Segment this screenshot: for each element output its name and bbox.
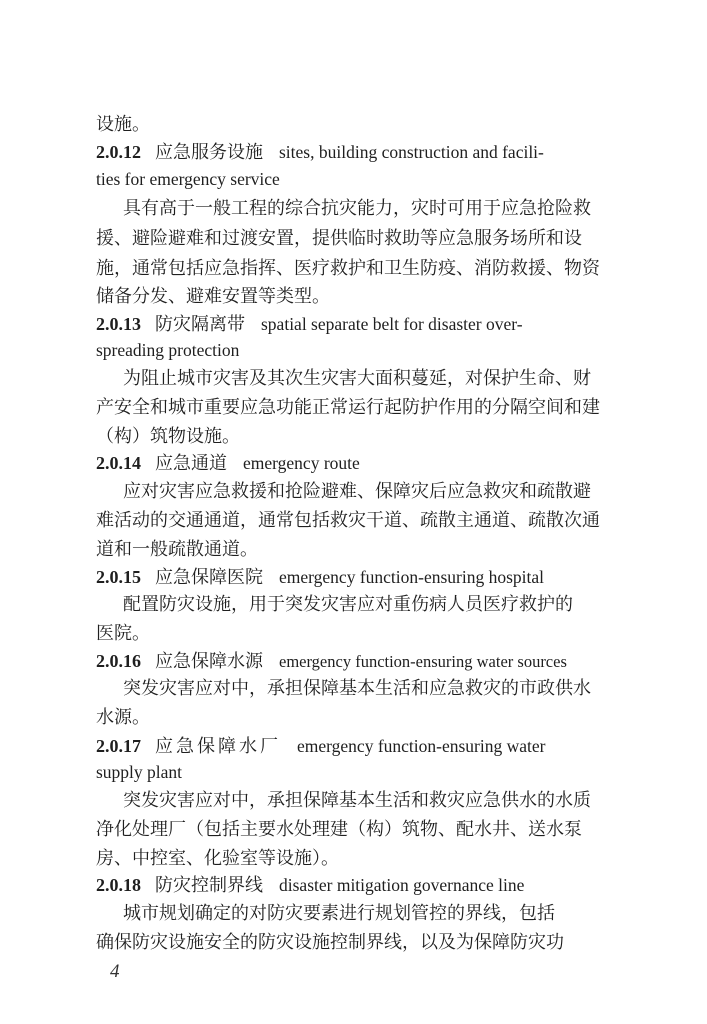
clause-2-0-12-heading: [96, 139, 616, 165]
clause-term-zh: 应急保障水厂: [155, 736, 281, 757]
clause-number: 2.0.15: [96, 567, 141, 587]
clause-number: 2.0.12: [96, 142, 141, 162]
clause-number: 2.0.14: [96, 453, 141, 473]
text-line: 施，通常包括应急指挥、医疗救护和卫生防疫、消防救援、物资: [96, 258, 600, 279]
text-line: 突发灾害应对中，承担保障基本生活和救灾应急供水的水质: [123, 790, 591, 811]
text-line: 产安全和城市重要应急功能正常运行起防护作用的分隔空间和建: [96, 397, 600, 418]
clause-term-zh: 防灾控制界线: [155, 875, 263, 896]
text-line: 净化处理厂（包括主要水处理建（构）筑物、配水井、送水泵: [96, 819, 582, 840]
clause-number: 2.0.17: [96, 736, 141, 756]
clause-term-en: spatial separate belt for disaster over-: [261, 314, 523, 334]
text-line: 难活动的交通通道，通常包括救灾干道、疏散主通道、疏散次通: [96, 510, 600, 531]
clause-2-0-13-heading: [96, 311, 616, 337]
text-line: ties for emergency service: [96, 169, 280, 189]
text-line: 设施。: [96, 114, 150, 135]
clause-term-en: emergency function-ensuring water sources: [279, 652, 567, 671]
text-line: （构）筑物设施。: [96, 426, 240, 447]
text-line: 援、避险避难和过渡安置，提供临时救助等应急服务场所和设: [96, 228, 582, 249]
text-line: 为阻止城市灾害及其次生灾害大面积蔓延，对保护生命、财: [123, 368, 591, 389]
clause-term-zh: 应急保障水源: [155, 651, 263, 672]
text-line: 突发灾害应对中，承担保障基本生活和应急救灾的市政供水: [123, 678, 591, 699]
clause-number: 2.0.18: [96, 875, 141, 895]
text-line: spreading protection: [96, 340, 240, 360]
text-line: 储备分发、避难安置等类型。: [96, 286, 330, 307]
clause-2-0-18-heading: [96, 872, 616, 898]
page-number: 4: [110, 961, 120, 982]
clause-number: 2.0.16: [96, 651, 141, 671]
text-line: 具有高于一般工程的综合抗灾能力，灾时可用于应急抢险救: [123, 198, 591, 219]
text-line: 医院。: [96, 623, 150, 644]
text-line: 房、中控室、化验室等设施）。: [96, 848, 339, 869]
text-line: 城市规划确定的对防灾要素进行规划管控的界线，包括: [123, 903, 555, 924]
clause-term-en: emergency route: [243, 453, 360, 473]
text-line: supply plant: [96, 762, 183, 782]
clause-2-0-17-heading: [96, 733, 616, 759]
clause-term-zh: 防灾隔离带: [155, 314, 245, 335]
text-line: 配置防灾设施，用于突发灾害应对重伤病人员医疗救护的: [123, 594, 573, 615]
text-line: 应对灾害应急救援和抢险避难、保障灾后应急救灾和疏散避: [123, 481, 591, 502]
text-line: 水源。: [96, 707, 150, 728]
text-line: 道和一般疏散通道。: [96, 539, 258, 560]
text-line: 确保防灾设施安全的防灾设施控制界线，以及为保障防灾功: [96, 932, 564, 953]
clause-number: 2.0.13: [96, 314, 141, 334]
clause-term-en: emergency function-ensuring water: [297, 736, 546, 756]
clause-term-en: disaster mitigation governance line: [279, 875, 525, 895]
clause-2-0-14-heading: [96, 450, 616, 476]
clause-2-0-15-heading: [96, 564, 616, 590]
clause-2-0-16-heading: [96, 648, 616, 674]
clause-term-zh: 应急保障医院: [155, 567, 263, 588]
clause-term-en: sites, building construction and facili-: [279, 142, 544, 162]
clause-term-en: emergency function-ensuring hospital: [279, 567, 545, 587]
clause-term-zh: 应急服务设施: [155, 142, 263, 163]
clause-term-zh: 应急通道: [155, 453, 227, 474]
